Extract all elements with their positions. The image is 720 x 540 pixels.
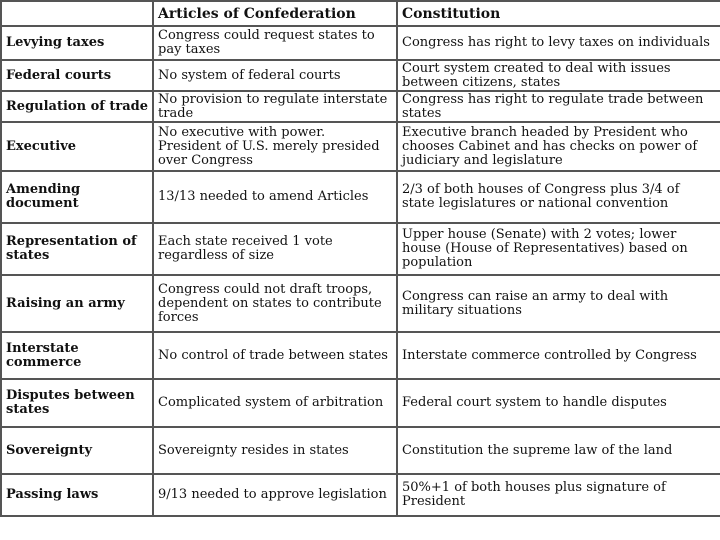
corner-header xyxy=(1,1,153,26)
row-topic: Executive xyxy=(1,122,153,171)
constitution-cell: Interstate commerce controlled by Congress xyxy=(397,332,720,379)
constitution-cell: Executive branch headed by President who chooses Cabinet and has checks on power of judiciary and legislature xyxy=(397,122,720,171)
table-row xyxy=(1,474,720,516)
articles-cell: No control of trade between states xyxy=(153,332,397,379)
table-row xyxy=(1,427,720,474)
row-topic: Federal courts xyxy=(1,60,153,91)
articles-cell: No system of federal courts xyxy=(153,60,397,91)
table-row xyxy=(1,91,720,122)
articles-header: Articles of Confederation xyxy=(153,1,397,26)
articles-cell: Complicated system of arbitration xyxy=(153,379,397,427)
constitution-cell: 50%+1 of both houses plus signature of President xyxy=(397,474,720,516)
row-topic: Interstate commerce xyxy=(1,332,153,379)
constitution-cell: Upper house (Senate) with 2 votes; lower house (House of Representatives) based on population xyxy=(397,223,720,275)
table-row xyxy=(1,122,720,171)
table-row xyxy=(1,26,720,60)
table-row xyxy=(1,275,720,332)
constitution-header: Constitution xyxy=(397,1,720,26)
row-topic: Regulation of trade xyxy=(1,91,153,122)
constitution-cell: Constitution the supreme law of the land xyxy=(397,427,720,474)
constitution-cell: Congress has right to regulate trade between states xyxy=(397,91,720,122)
row-topic: Passing laws xyxy=(1,474,153,516)
row-topic: Representation of states xyxy=(1,223,153,275)
articles-cell: Sovereignty resides in states xyxy=(153,427,397,474)
articles-cell: No provision to regulate interstate trade xyxy=(153,91,397,122)
articles-cell: 9/13 needed to approve legislation xyxy=(153,474,397,516)
articles-cell: 13/13 needed to amend Articles xyxy=(153,171,397,223)
row-topic: Raising an army xyxy=(1,275,153,332)
constitution-cell: 2/3 of both houses of Congress plus 3/4 of state legislatures or national convention xyxy=(397,171,720,223)
articles-cell: Congress could not draft troops, dependent on states to contribute forces xyxy=(153,275,397,332)
header-row xyxy=(1,1,720,26)
articles-cell: Each state received 1 vote regardless of size xyxy=(153,223,397,275)
articles-cell: Congress could request states to pay taxes xyxy=(153,26,397,60)
row-topic: Sovereignty xyxy=(1,427,153,474)
constitution-cell: Congress has right to levy taxes on individuals xyxy=(397,26,720,60)
table-row xyxy=(1,332,720,379)
table-row xyxy=(1,379,720,427)
row-topic: Disputes between states xyxy=(1,379,153,427)
row-topic: Levying taxes xyxy=(1,26,153,60)
constitution-cell: Court system created to deal with issues between citizens, states xyxy=(397,60,720,91)
articles-cell: No executive with power. President of U.S. merely presided over Congress xyxy=(153,122,397,171)
constitution-cell: Federal court system to handle disputes xyxy=(397,379,720,427)
table-row xyxy=(1,171,720,223)
row-topic: Amending document xyxy=(1,171,153,223)
table-row xyxy=(1,60,720,91)
constitution-cell: Congress can raise an army to deal with military situations xyxy=(397,275,720,332)
table-row xyxy=(1,223,720,275)
